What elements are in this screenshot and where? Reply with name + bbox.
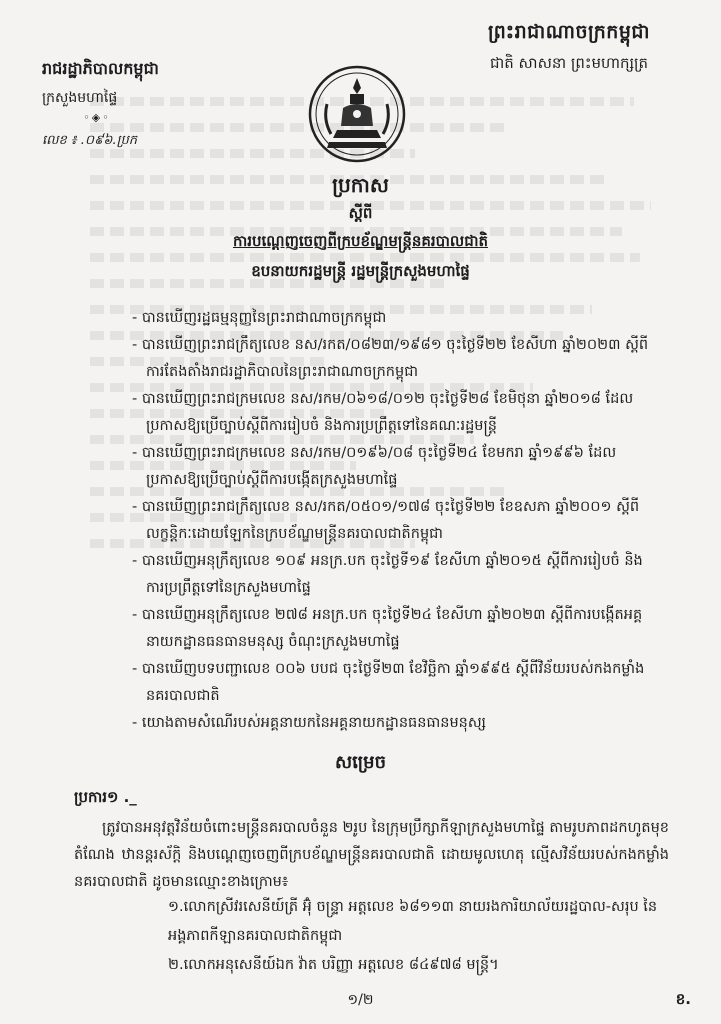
visa-item: - បានឃើញព្រះរាជក្រឹត្យលេខ នស/រកត/០៥០១/១៧៨ ចុះថ្ងៃទី២២ ខែឧសភា ឆ្នាំ២០០១ ស្តីពីលក្ខន្តិកៈដោយឡែកនៃក្របខ័ណ្ឌមន្ត្រីនគរបាលជាតិកម្ពុជា [132, 499, 640, 542]
issuer-title: ឧបនាយករដ្ឋមន្ត្រី រដ្ឋមន្ត្រីក្រសួងមហាផ្ទៃ [251, 262, 470, 280]
visa-list [132, 305, 661, 737]
visa-item: - បានឃើញព្រះរាជក្រឹត្យលេខ នស/រកត/០៨២៣/១៩៨១ ចុះថ្ងៃទី២២ ខែសីហា ឆ្នាំ២០២៣ ស្តីពីការតែងតាំងរាជរដ្ឋាភិបាលនៃព្រះរាជាណាចក្រកម្ពុជា [132, 337, 649, 380]
page-number: ១/២ [347, 992, 374, 1008]
document-number: លេខ ៖ .០៩៦.ប្រក [42, 133, 137, 148]
government-name: រាជរដ្ឋាភិបាលកម្ពុជា [42, 59, 159, 78]
issuing-authority [42, 58, 232, 151]
about-label: ស្តីពី [348, 204, 373, 222]
initial-mark: ខ. [675, 990, 691, 1008]
document-subject: ការបណ្តេញចេញពីក្របខ័ណ្ឌមន្ត្រីនគរបាលជាតិ [232, 232, 489, 250]
ornament: ◦◈◦ [83, 111, 111, 124]
visa-item: - បានឃើញបទបញ្ជាលេខ ០០៦ បបជ ចុះថ្ងៃទី២៣ ខែវិច្ឆិកា ឆ្នាំ១៩៩៥ ស្តីពីវិន័យរបស់កងកម្លាំងនគរបាលជាតិ [132, 661, 645, 704]
royal-seal-icon [307, 64, 407, 164]
visa-item: - បានឃើញព្រះរាជក្រមលេខ នស/រកម/០៦១៨/០១២ ចុះថ្ងៃទី២៨ ខែមិថុនា ឆ្នាំ២០១៨ ដែលប្រកាសឱ្យប្រើច្បាប់ស្តីពីការរៀបចំ និងការប្រព្រឹត្តទៅនៃគណៈរដ្ឋមន្ត្រី [132, 391, 634, 434]
article-label: ប្រការ១ ._ [74, 788, 137, 806]
name-entry: ១.លោកស្រីវរសេនីយ៍ត្រី អ៊ុំ ចន្ទ្រា អត្តលេខ ៦៨១១៣ នាយរងការិយាល័យរដ្ឋបាល-សរុប នៃអង្គភាពកីឡានគរបាលជាតិកម្ពុជា [168, 899, 658, 944]
article-body [74, 815, 669, 896]
ministry-name: ក្រសួងមហាផ្ទៃ [42, 90, 118, 106]
kingdom-name: ព្រះរាជាណាចក្រកម្ពុជា [488, 21, 650, 43]
names-list [168, 893, 669, 980]
visa-item: - បានឃើញរដ្ឋធម្មនុញ្ញនៃព្រះរាជាណាចក្រកម្ពុជា [132, 310, 387, 326]
visa-item: - បានឃើញអនុក្រឹត្យលេខ ១០៩ អនក្រ.បក ចុះថ្ងៃទី១៩ ខែសីហា ឆ្នាំ២០១៥ ស្តីពីការរៀបចំ និងការប្រព្រឹត្តទៅនៃក្រសួងមហាផ្ទៃ [132, 553, 643, 596]
document-type: ប្រកាស [332, 173, 389, 197]
decision-heading: សម្រេច [334, 752, 387, 773]
name-entry: ២.លោកអនុសេនីយ៍ឯក វ៉ាត បរិញ្ញា អត្តលេខ ៨៤៩៧៨ មន្ត្រី។ [168, 957, 499, 973]
visa-item: - បានឃើញអនុក្រឹត្យលេខ ២៧៨ អនក្រ.បក ចុះថ្ងៃទី២៤ ខែសីហា ឆ្នាំ២០២៣ ស្តីពីការបង្កើតអគ្គនាយកដ្ឋានធនធានមនុស្ស ចំណុះក្រសួងមហាផ្ទៃ [132, 607, 643, 650]
article-text: ត្រូវបានអនុវត្តវិន័យចំពោះមន្ត្រីនគរបាលចំនួន ២រូប នៃក្រុមប្រឹក្សាកីឡាក្រសួងមហាផ្ទៃ តាមរូបភាពដកហូតមុខតំណែង ឋានន្តរស័ក្តិ និងបណ្តេញចេញពីក្របខ័ណ្ឌមន្ត្រីនគរបាលជាតិ ដោយមូលហេតុ ល្មើសវិន័យរបស់កងកម្លាំងនគរបាលជាតិ ដូចមានឈ្មោះខាងក្រោម៖ [74, 820, 669, 890]
national-motto: ជាតិ សាសនា ព្រះមហាក្សត្រ [489, 54, 649, 72]
visa-item: - បានឃើញព្រះរាជក្រមលេខ នស/រកម/០១៩៦/០៨ ចុះថ្ងៃទី២៤ ខែមករា ឆ្នាំ១៩៩៦ ដែលប្រកាសឱ្យប្រើច្បាប់ស្តីពីការបង្កើតក្រសួងមហាផ្ទៃ [132, 445, 617, 488]
kingdom-header [449, 20, 689, 76]
visa-item: - យោងតាមសំណើរបស់អគ្គនាយកនៃអគ្គនាយកដ្ឋានធនធានមនុស្ស [132, 715, 487, 731]
document-title-block [0, 172, 721, 284]
